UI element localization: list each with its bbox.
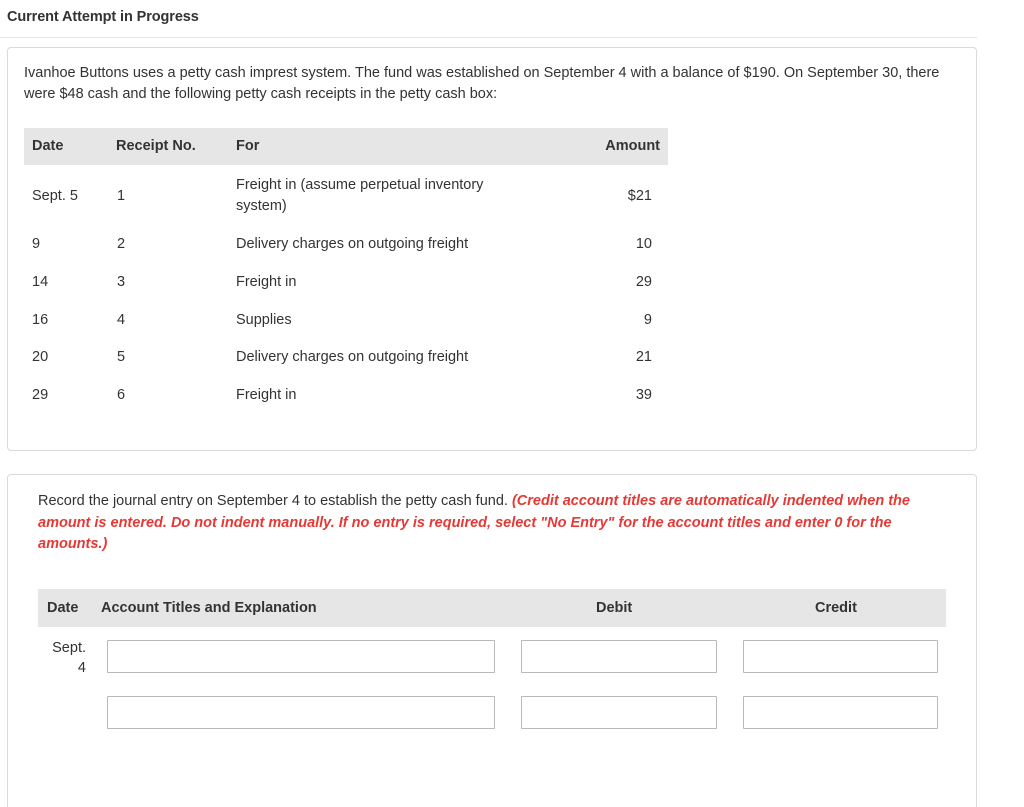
row-for: Freight in (assume perpetual inventory system) <box>236 177 484 214</box>
row-amount: 21 <box>635 349 652 365</box>
journal-entry-card <box>7 474 977 807</box>
col-header-receipt-no: Receipt No. <box>116 138 196 154</box>
account-title-input-1[interactable] <box>107 640 495 673</box>
row-receipt: 4 <box>117 312 126 328</box>
instructions-main: Record the journal entry on September 4 to establish the petty cash fund. <box>38 493 508 509</box>
row-date: 20 <box>32 349 49 365</box>
row-for: Delivery charges on outgoing freight <box>236 349 469 365</box>
instructions <box>38 491 953 556</box>
col-header-amount: Amount <box>605 138 660 154</box>
row-date: 29 <box>32 387 49 403</box>
entry-date-month: Sept. <box>52 640 86 656</box>
row-date: 14 <box>32 274 49 290</box>
header-divider <box>0 37 977 38</box>
page-title: Current Attempt in Progress <box>7 9 199 25</box>
account-title-input-2[interactable] <box>107 696 495 729</box>
col-header-account: Account Titles and Explanation <box>101 600 317 616</box>
problem-card <box>7 47 977 451</box>
row-for: Delivery charges on outgoing freight <box>236 236 469 252</box>
col-header-date: Date <box>47 600 79 616</box>
row-amount: $21 <box>627 188 652 204</box>
problem-statement: Ivanhoe Buttons uses a petty cash imprest system. The fund was established on September 4 with a balance of $190. On September 30, there were $48 cash and the following petty cash receipts in the petty cash box: <box>24 65 940 102</box>
row-for: Supplies <box>236 312 292 328</box>
col-header-date: Date <box>32 138 64 154</box>
row-for: Freight in <box>236 274 297 290</box>
instructions-note: (Credit account titles are automatically indented when the amount is entered. Do not indent manually. If no entry is required, select "No Entry" for the account titles and enter 0 for the amounts.) <box>38 493 910 552</box>
entry-date <box>50 638 86 678</box>
row-receipt: 3 <box>117 274 126 290</box>
row-date: 16 <box>32 312 49 328</box>
journal-table-header <box>38 589 946 627</box>
credit-input-2[interactable] <box>743 696 938 729</box>
receipts-table-header <box>24 128 668 165</box>
row-amount: 39 <box>635 387 652 403</box>
row-receipt: 6 <box>117 387 126 403</box>
row-receipt: 2 <box>117 236 126 252</box>
col-header-for: For <box>236 138 260 154</box>
credit-input-1[interactable] <box>743 640 938 673</box>
entry-date-day: 4 <box>77 660 86 676</box>
row-amount: 29 <box>635 274 652 290</box>
row-receipt: 1 <box>117 188 126 204</box>
row-receipt: 5 <box>117 349 126 365</box>
debit-input-1[interactable] <box>521 640 717 673</box>
row-for: Freight in <box>236 387 297 403</box>
row-amount: 9 <box>643 312 652 328</box>
row-date: 9 <box>32 236 41 252</box>
row-amount: 10 <box>635 236 652 252</box>
debit-input-2[interactable] <box>521 696 717 729</box>
row-date: Sept. 5 <box>32 188 78 204</box>
col-header-debit: Debit <box>596 600 633 616</box>
col-header-credit: Credit <box>815 600 857 616</box>
